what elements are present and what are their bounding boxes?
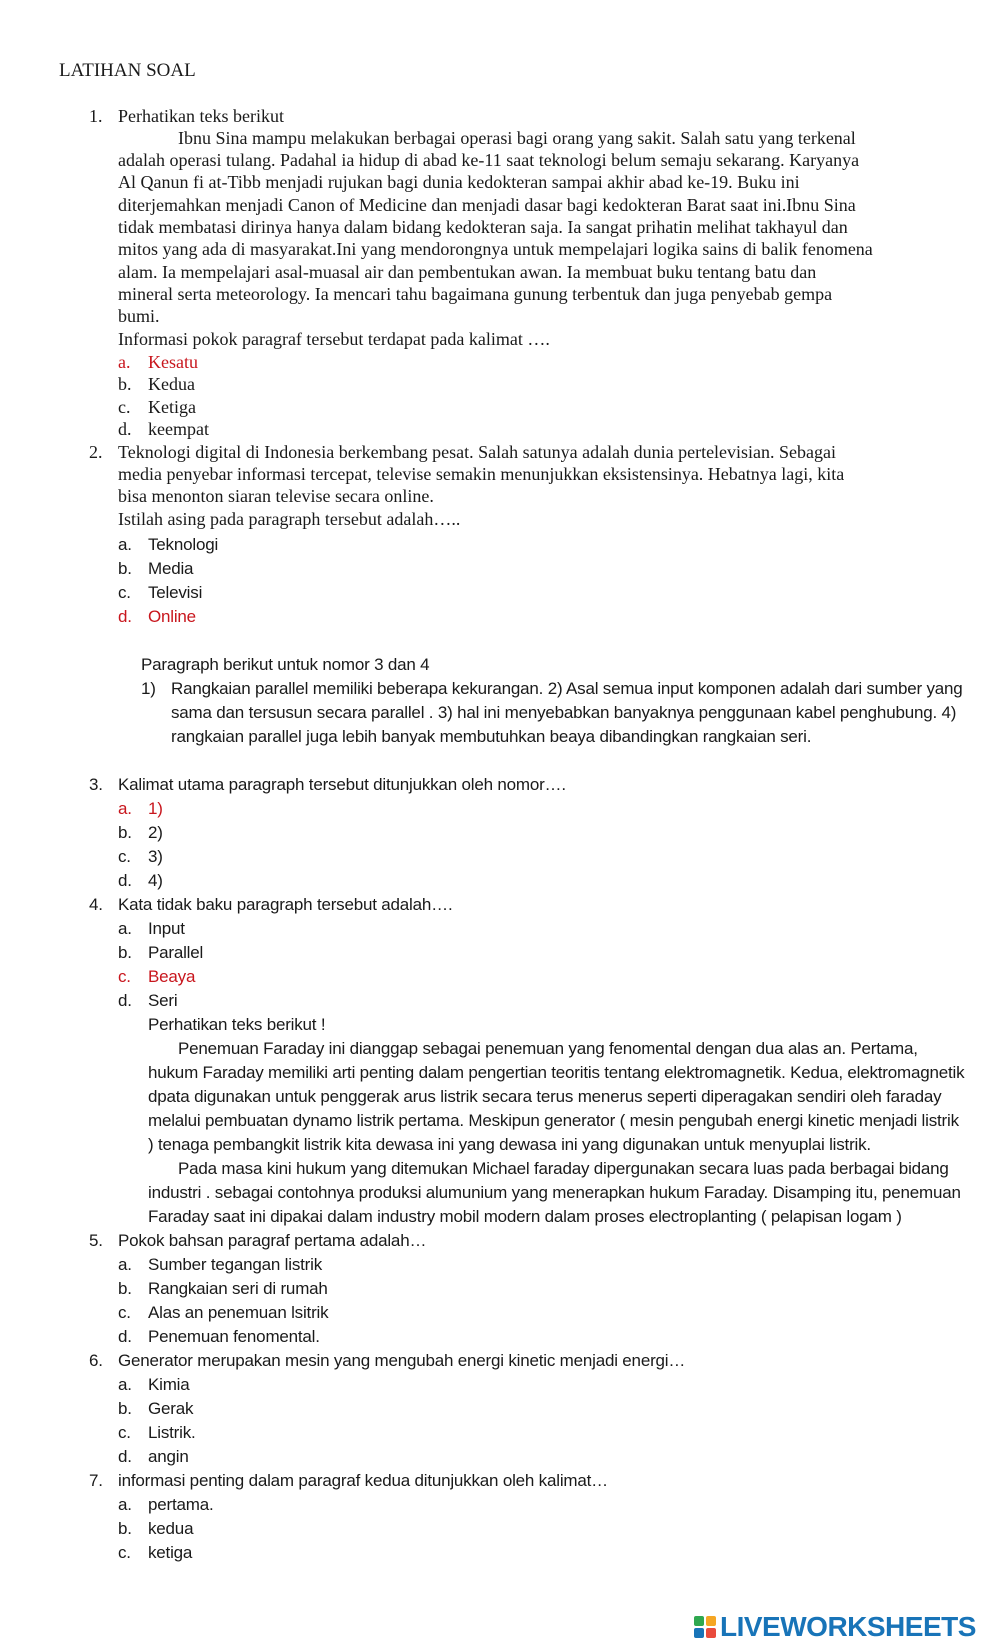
option-letter: b. — [118, 943, 132, 962]
q3-option-c[interactable]: 3) — [148, 847, 163, 866]
q7-option-b[interactable]: kedua — [148, 1519, 194, 1538]
option-letter: b. — [118, 1519, 132, 1538]
q1-passage-line: mineral serta meteorology. Ia mencari tahu bagaimana gunung terbentuk dan juga penyebab gempa — [118, 284, 833, 304]
option-letter: c. — [118, 397, 131, 417]
q1-passage-line: tidak membatasi dirinya hanya dalam bidang kedokteran saja. Ia sangat prihatin melihat takhayul dan — [118, 217, 848, 237]
q6-option-a[interactable]: Kimia — [148, 1375, 190, 1394]
question-2-prompt: Istilah asing pada paragraph tersebut adalah….. — [118, 509, 461, 529]
q4-option-b[interactable]: Parallel — [148, 943, 204, 962]
option-letter: c. — [118, 967, 131, 986]
q1-passage-line: adalah operasi tulang. Padahal ia hidup di abad ke-11 saat teknologi belum semaju sekarang. Karyanya — [118, 150, 860, 170]
option-letter: d. — [118, 871, 132, 890]
faraday-paragraph-1-line: ) tenaga pembangkit listrik kita dewasa ini yang dewasa ini yang digunakan untuk menyuplai listrik. — [148, 1135, 871, 1154]
question-number-1: 1. — [89, 106, 103, 126]
q1-passage-line: Ibnu Sina mampu melakukan berbagai operasi bagi orang yang sakit. Salah satu yang terkenal — [178, 128, 856, 148]
option-letter: a. — [118, 1255, 132, 1274]
logo-text: LIVEWORKSHEETS — [720, 1611, 976, 1642]
logo-tile — [694, 1616, 704, 1626]
q3-option-b[interactable]: 2) — [148, 823, 163, 842]
question-5-prompt: Pokok bahsan paragraf pertama adalah… — [118, 1231, 427, 1250]
liveworksheets-logo[interactable] — [694, 1610, 976, 1644]
paragraph-34-line: rangkaian parallel juga lebih banyak membutuhkan beaya dibandingkan rangkaian seri. — [171, 727, 812, 746]
q7-option-a[interactable]: pertama. — [148, 1495, 214, 1514]
faraday-paragraph-1-line: dpata digunakan untuk penggerak arus listrik secara terus menerus seperti diperagakan sendiri oleh faraday — [148, 1087, 942, 1106]
faraday-paragraph-1-line: Penemuan Faraday ini dianggap sebagai penemuan yang fenomental dengan dua alas an. Pertama, — [178, 1039, 918, 1058]
q2-option-a[interactable]: Teknologi — [148, 535, 219, 554]
option-letter: b. — [118, 559, 132, 578]
q6-option-c[interactable]: Listrik. — [148, 1423, 196, 1442]
logo-tile — [706, 1628, 716, 1638]
option-letter: d. — [118, 419, 132, 439]
option-letter: b. — [118, 1279, 132, 1298]
q1-passage-line: bumi. — [118, 306, 160, 326]
paragraph-34-line: sama dan tersusun secara parallel . 3) hal ini menyebabkan banyaknya penggunaan kabel penghubung. 4) — [171, 703, 957, 722]
q1-option-c[interactable]: Ketiga — [148, 397, 196, 417]
question-number-4: 4. — [89, 895, 103, 914]
question-6-prompt: Generator merupakan mesin yang mengubah energi kinetic menjadi energi… — [118, 1351, 686, 1370]
option-letter: a. — [118, 799, 132, 818]
q5-option-d[interactable]: Penemuan fenomental. — [148, 1327, 320, 1346]
faraday-paragraph-2-line: Faraday saat ini dipakai dalam industry mobil modern dalam proses electroplanting ( pelapisan logam ) — [148, 1207, 902, 1226]
option-letter: c. — [118, 847, 131, 866]
q1-passage-line: alam. Ia mempelajari asal-muasal air dan pembentukan awan. Ia membuat buku tentang batu dan — [118, 262, 817, 282]
q7-option-c[interactable]: ketiga — [148, 1543, 193, 1562]
q2-option-b[interactable]: Media — [148, 559, 194, 578]
q6-option-d[interactable]: angin — [148, 1447, 189, 1466]
option-letter: b. — [118, 374, 132, 394]
question-4-prompt: Kata tidak baku paragraph tersebut adalah…. — [118, 895, 453, 914]
q6-option-b[interactable]: Gerak — [148, 1399, 194, 1418]
faraday-paragraph-1-line: hukum Faraday memiliki arti penting dalam pengertian teoritis tentang elektromagnetik. Kedua, elektromagnetik — [148, 1063, 965, 1082]
faraday-paragraph-1-line: melalui pembuatan dynamo listrik pertama. Meskipun generator ( mesin pengubah energi kinetic menjadi listrik — [148, 1111, 959, 1130]
question-number-7: 7. — [89, 1471, 103, 1490]
q5-option-b[interactable]: Rangkaian seri di rumah — [148, 1279, 328, 1298]
q2-passage-line: bisa menonton siaran televise secara online. — [118, 486, 434, 506]
logo-tile — [706, 1616, 716, 1626]
option-letter: c. — [118, 583, 131, 602]
q2-option-d[interactable]: Online — [148, 607, 196, 626]
option-letter: a. — [118, 919, 132, 938]
option-letter: b. — [118, 823, 132, 842]
q2-option-c[interactable]: Televisi — [148, 583, 203, 602]
q5-option-c[interactable]: Alas an penemuan lsitrik — [148, 1303, 329, 1322]
page-title: LATIHAN SOAL — [59, 60, 196, 81]
question-3-prompt: Kalimat utama paragraph tersebut ditunjukkan oleh nomor…. — [118, 775, 566, 794]
question-number-2: 2. — [89, 442, 103, 462]
option-letter: a. — [118, 1495, 132, 1514]
q3-option-a[interactable]: 1) — [148, 799, 163, 818]
logo-tile — [694, 1628, 704, 1638]
option-letter: c. — [118, 1423, 131, 1442]
question-1-prompt: Informasi pokok paragraf tersebut terdapat pada kalimat …. — [118, 329, 550, 349]
option-letter: c. — [118, 1543, 131, 1562]
option-letter: d. — [118, 1327, 132, 1346]
q1-passage-line: Al Qanun fi at-Tibb menjadi rujukan bagi dunia kedokteran sampai akhir abad ke-19. Buku ini — [118, 172, 800, 192]
q1-option-b[interactable]: Kedua — [148, 374, 195, 394]
question-number-3: 3. — [89, 775, 103, 794]
option-letter: d. — [118, 1447, 132, 1466]
question-number-6: 6. — [89, 1351, 103, 1370]
option-letter: d. — [118, 607, 132, 626]
q1-option-d[interactable]: keempat — [148, 419, 209, 439]
q3-option-d[interactable]: 4) — [148, 871, 163, 890]
paragraph-34-line: Rangkaian parallel memiliki beberapa kekurangan. 2) Asal semua input komponen adalah dari sumber yang — [171, 679, 963, 698]
option-letter: d. — [118, 991, 132, 1010]
faraday-intro: Perhatikan teks berikut ! — [148, 1015, 326, 1034]
q1-passage-line: mitos yang ada di masyarakat.Ini yang mendorongnya untuk mempelajari logika sains di balik fenomena — [118, 239, 873, 259]
option-letter: a. — [118, 352, 131, 372]
faraday-paragraph-2-line: Pada masa kini hukum yang ditemukan Michael faraday dipergunakan secara luas pada berbagai bidang — [178, 1159, 949, 1178]
q4-option-d[interactable]: Seri — [148, 991, 178, 1010]
question-1-intro: Perhatikan teks berikut — [118, 106, 284, 126]
option-letter: c. — [118, 1303, 131, 1322]
faraday-paragraph-2-line: industri . sebagai contohnya produksi alumunium yang menerapkan hukum Faraday. Disamping itu, penemuan — [148, 1183, 961, 1202]
option-letter: a. — [118, 1375, 132, 1394]
option-letter: b. — [118, 1399, 132, 1418]
q4-option-c[interactable]: Beaya — [148, 967, 196, 986]
q1-option-a[interactable]: Kesatu — [148, 352, 198, 372]
q4-option-a[interactable]: Input — [148, 919, 185, 938]
paragraph-34-intro: Paragraph berikut untuk nomor 3 dan 4 — [141, 655, 430, 674]
q5-option-a[interactable]: Sumber tegangan listrik — [148, 1255, 322, 1274]
sentence-number: 1) — [141, 679, 156, 698]
q2-passage-line: Teknologi digital di Indonesia berkembang pesat. Salah satunya adalah dunia pertelevisian. Sebagai — [118, 442, 837, 462]
logo-tiles-icon — [694, 1616, 716, 1638]
question-7-prompt: informasi penting dalam paragraf kedua ditunjukkan oleh kalimat… — [118, 1471, 608, 1490]
q1-passage-line: diterjemahkan menjadi Canon of Medicine dan menjadi dasar bagi kedokteran Barat saat ini.Ibnu Sina — [118, 195, 856, 215]
option-letter: a. — [118, 535, 132, 554]
q2-passage-line: media penyebar informasi tercepat, televise semakin menunjukkan eksistensinya. Hebatnya lagi, kita — [118, 464, 845, 484]
question-number-5: 5. — [89, 1231, 103, 1250]
